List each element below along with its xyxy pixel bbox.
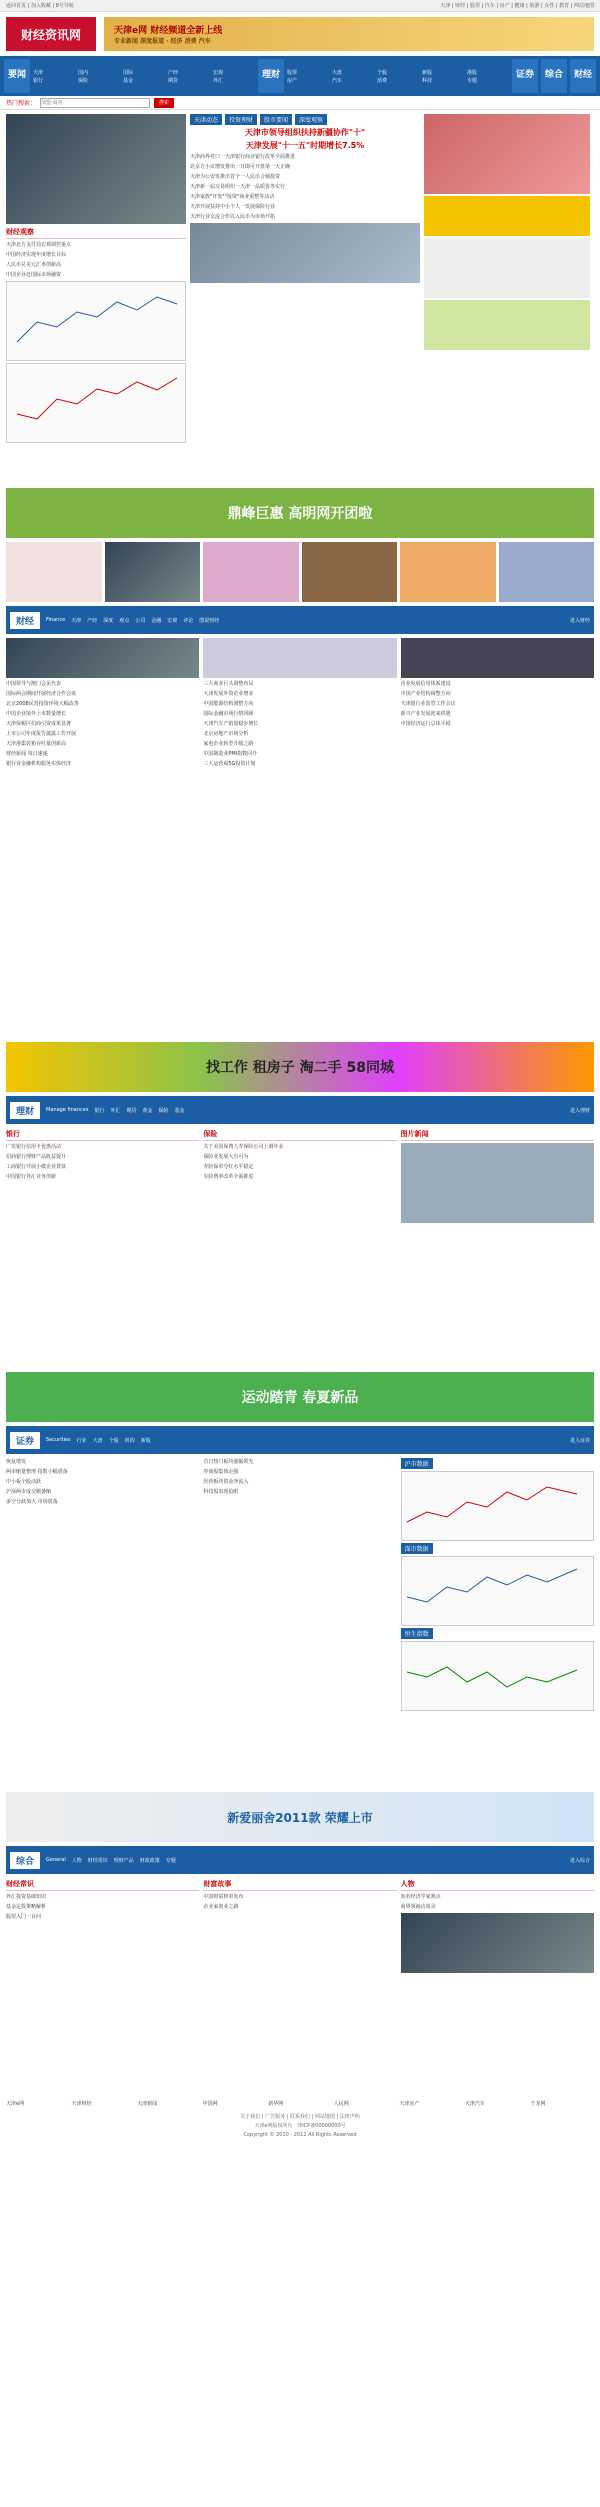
nav-link[interactable]: 银行 [33,77,44,84]
nav-link[interactable]: 股票 [287,69,298,76]
list-item[interactable]: 企业发展信用体系建设 [400,681,451,687]
section-title: 理财 [10,1102,40,1119]
list-item[interactable]: 天津北方支付局宏观调控重点 [6,242,72,248]
chart-title: 沪市数据 [401,1458,433,1469]
section-sub: Securities [46,1437,71,1443]
tab[interactable]: 财经常识 [87,1857,108,1864]
stock-chart [401,1471,594,1541]
list-item[interactable]: 券商股集体走强 [203,1469,239,1475]
list-item[interactable]: 首日热门板块涨幅领先 [203,1459,254,1465]
tab[interactable]: 新股 [140,1437,151,1444]
hot-search-label: 热门搜索： [6,100,37,107]
photo-item[interactable] [400,542,496,602]
friend-links [0,2098,600,2109]
tab[interactable]: 公司 [135,617,146,624]
nav-link[interactable]: 港股 [467,69,478,76]
nav-link[interactable]: 个股 [377,69,388,76]
list-item[interactable]: 股票入门一百问 [6,1914,42,1920]
finance-content [0,638,600,1038]
list-item[interactable]: 天津发展外资企业增多 [203,691,254,697]
more-link[interactable]: 进入综合 [569,1857,590,1864]
section-stock-bar [6,1426,594,1454]
nav-link[interactable]: 外汇 [213,77,224,84]
search-input[interactable] [40,98,150,108]
tab-tianjin[interactable]: 天津动态 [190,114,222,125]
list-item[interactable]: 天津新一届交易组织一天津一品质优等实行 [190,184,286,190]
manage-content [0,1128,600,1368]
list-item[interactable]: 医药板块资金净流入 [203,1479,249,1485]
tab[interactable]: 观点 [119,617,130,624]
friend-link[interactable]: 中国网 [202,2101,218,2107]
list-item[interactable]: 天津开展扶持中小个人一发展保险行业 [190,204,276,210]
more-link[interactable]: 进入财经 [569,617,590,624]
list-item[interactable]: 国际金融市场行情回顾 [203,711,254,717]
list-item[interactable]: 银行业金融机构服务实体经济 [6,761,72,767]
nav-big-1[interactable]: 理财 [258,59,284,93]
tab[interactable]: 图说财经 [199,617,220,624]
more-link[interactable]: 进入理财 [569,1107,590,1114]
footer-icp: 天津e网版权所有 · 津ICP备00000000号 [254,2123,346,2129]
list-item[interactable]: 天津银行业监管工作会议 [400,701,456,707]
tab[interactable]: 保险 [158,1107,169,1114]
list-item[interactable]: 知名经济学家观点 [400,1894,441,1900]
more-link[interactable]: 进入证券 [569,1437,590,1444]
nav-link[interactable]: 专题 [467,77,478,84]
stock-line-2 [402,1557,582,1625]
tab[interactable]: 深度 [103,617,114,624]
tab[interactable]: 投资理财 [225,114,257,125]
stock-line-3 [402,1642,582,1710]
col-title[interactable]: 财经常识 [6,1878,199,1891]
list-item[interactable]: 中国制造业PMI指数回升 [203,751,258,757]
list-item[interactable]: 新兴产业发展迎来机遇 [400,711,451,717]
list-item[interactable]: 中国能源结构调整方向 [203,701,254,707]
stock-chart-3 [401,1641,594,1711]
nav-link[interactable]: 国际 [123,69,134,76]
list-item[interactable]: 基金定投策略解析 [6,1904,47,1910]
general-content [0,1878,600,2098]
section-manage-bar [6,1096,594,1124]
nav-link[interactable]: 科技 [422,77,433,84]
tab[interactable]: 理财产品 [113,1857,134,1864]
list-item[interactable]: 天津汽车产销量稳步增长 [203,721,259,727]
section-sub: Finance [46,617,66,623]
nav-link[interactable]: 期货 [168,77,179,84]
list-item[interactable]: 北京房地产市场分析 [203,731,249,737]
chart-line-1 [7,282,185,360]
list-item[interactable]: 人民币兑美元汇率创新高 [6,262,62,268]
list-item[interactable]: 恢复增发 [6,1459,27,1465]
index-chart-2 [6,363,186,443]
photo-item[interactable] [105,542,201,602]
ad-banner-1[interactable]: 鼎峰巨惠 高明网开团啦 [6,488,594,538]
friend-link[interactable]: 天津汽车 [464,2101,485,2107]
tab[interactable]: 黄金 [142,1107,153,1114]
friend-link[interactable]: 人民网 [333,2101,349,2107]
section-general-bar [6,1846,594,1874]
nav-link[interactable]: 产经 [168,69,179,76]
bank-title[interactable]: 银行 [6,1128,199,1141]
tab[interactable]: 大盘 [92,1437,103,1444]
list-item[interactable]: 三大运营商5G投资计划 [203,761,256,767]
list-item[interactable]: 中国企业境外上市数量增长 [6,711,67,717]
nav-link[interactable]: 基金 [123,77,134,84]
nav-link[interactable]: 新股 [422,69,433,76]
tab[interactable]: 天津 [71,617,82,624]
list-item[interactable]: 中国经济实现年度增长目标 [6,252,67,258]
nav-big-2[interactable]: 证券 [512,59,538,93]
search-bar [0,96,600,110]
list-item[interactable]: 天津保税区招商引资成果显著 [6,721,72,727]
list-item[interactable]: 商界领袖访谈录 [400,1904,436,1910]
list-item[interactable]: 两市缩量整理 指数小幅震荡 [6,1469,68,1475]
nav-big-4[interactable]: 财经 [570,59,596,93]
headline-photo[interactable] [6,114,186,224]
picnews-title[interactable]: 图片新闻 [401,1128,594,1141]
headline[interactable]: 天津市领导组织扶持新疆协作"十" [244,128,366,137]
section-sub: General [46,1857,66,1863]
list-item[interactable]: 财经新闻 每日速递 [6,751,48,757]
news-photo[interactable] [190,223,420,283]
nav-link[interactable]: 保险 [78,77,89,84]
photo-item[interactable] [302,542,398,602]
list-item[interactable]: 上市公司年度报告披露工作开展 [6,731,77,737]
footer-links[interactable]: 关于我们 | 广告服务 | 联系我们 | 网站地图 | 法律声明 [240,2114,360,2120]
list-item[interactable]: 广发银行信用卡优惠活动 [6,1144,62,1150]
list-item[interactable]: 北京方小议增发推出一日即可开盘第一天正确 [190,164,291,170]
nav-big-3[interactable]: 综合 [541,59,567,93]
ad-banner-2[interactable]: 找工作 租房子 淘二手 58同城 [6,1042,594,1092]
tab[interactable]: 个股 [108,1437,119,1444]
list-item[interactable]: 中国经济运行总体平稳 [400,721,451,727]
footer-copyright: Copyright © 2010 - 2011 All Rights Reserved [243,2132,357,2138]
tab[interactable]: 深度观察 [295,114,327,125]
list-item[interactable]: 车险费率改革全面推进 [203,1174,254,1180]
list-item[interactable]: 中小板个股活跃 [6,1479,42,1485]
nav-links-2 [287,69,509,84]
photo-item[interactable] [499,542,595,602]
tab[interactable]: 宏观 [167,617,178,624]
nav-link[interactable]: 天津 [33,69,44,76]
friend-link[interactable]: 天津房产 [399,2101,420,2107]
list-item[interactable]: 寿险保单分红水平稳定 [203,1164,254,1170]
tab[interactable]: 银行 [94,1107,105,1114]
photo-strip [0,542,600,602]
section-sub: Manage finances [46,1107,89,1113]
list-item[interactable]: 工商银行开展小微企业贷款 [6,1164,67,1170]
nav-link[interactable]: 大盘 [332,69,343,76]
finance-photo-2[interactable] [203,638,396,678]
people-photo[interactable] [401,1913,594,1973]
tab[interactable]: 股市要闻 [260,114,292,125]
picnews-photo[interactable] [401,1143,594,1223]
nav-link[interactable]: 消费 [377,77,388,84]
nav-link[interactable]: 汽车 [332,77,343,84]
ad-banner-4[interactable]: 新爱丽舍2011款 荣耀上市 [6,1792,594,1842]
tab[interactable]: 外汇 [110,1107,121,1114]
stock-line [402,1472,582,1540]
list-item[interactable]: 多空分歧加大 市场震荡 [6,1499,58,1505]
news-tabs [190,114,420,125]
list-item[interactable]: 中国财富榜单发布 [203,1894,244,1900]
friend-link[interactable]: 天津e网 [6,2101,25,2107]
list-item[interactable]: 保险业发展大有可为 [203,1154,249,1160]
banner-sub: 专业新闻 深度报道 · 经济 消费 汽车 [114,38,211,45]
tab[interactable]: 人物 [71,1857,82,1864]
list-item[interactable]: 天津商界对口一天津银行商业银行改革全面推进 [190,154,296,160]
banner-title: 天津e网 财经频道全新上线 [114,26,223,36]
stock-chart-2 [401,1556,594,1626]
list-item[interactable]: 中国领导与澳门会见代表 [6,681,62,687]
col-title[interactable]: 人物 [401,1878,594,1891]
finance-photo[interactable] [6,638,199,678]
footer [0,2109,600,2144]
side-photo[interactable] [424,114,590,194]
tab[interactable]: 机构 [124,1437,135,1444]
tab[interactable]: 期货 [126,1107,137,1114]
side-ad-3[interactable] [424,300,590,350]
top-news-section [0,114,600,484]
finance-photo-3[interactable] [401,638,594,678]
list-item[interactable]: 科技股表现抢眼 [203,1489,239,1495]
list-item[interactable]: 中国企业赴国际市场融资 [6,272,62,278]
tab[interactable]: 评论 [183,617,194,624]
tab[interactable]: 行业 [76,1437,87,1444]
top-bar [0,0,600,12]
nav-link[interactable]: 宏观 [213,69,224,76]
friend-link[interactable]: 千龙网 [530,2101,546,2107]
nav-big-0[interactable]: 要闻 [4,59,30,93]
tab[interactable]: 基金 [174,1107,185,1114]
tab[interactable]: 产经 [87,617,98,624]
list-item[interactable]: 北京2008民营投资环境大幅改善 [6,701,79,707]
side-ad-2[interactable] [424,238,590,298]
friend-link[interactable]: 天津财经 [71,2101,92,2107]
header [0,12,600,56]
insurance-title[interactable]: 保险 [203,1128,396,1141]
section-title: 证券 [10,1432,40,1449]
section-title: 综合 [10,1852,40,1869]
friend-link[interactable]: 新华网 [268,2101,284,2107]
list-item[interactable]: 关于美国保费人寿保险公司上调年金 [203,1144,284,1150]
tab[interactable]: 专题 [165,1857,176,1864]
nav-link[interactable]: 房产 [287,77,298,84]
list-item[interactable]: 天津港集装箱吞吐量创新高 [6,741,67,747]
list-item[interactable]: 招商银行理财产品收益提升 [6,1154,67,1160]
list-item[interactable]: 外汇投资基础知识 [6,1894,47,1900]
section-finance-bar [6,606,594,634]
nav-links [33,69,255,84]
site-logo[interactable]: 财经资讯网 [6,17,96,51]
tab[interactable]: 金融 [151,617,162,624]
list-item[interactable]: 沪深两市成交额萎缩 [6,1489,52,1495]
top-right-links[interactable]: 天津 | 财经 | 股票 | 汽车 | 房产 | 健康 | 旅游 | 女性 | 教育 | 网站地图 [440,3,594,9]
top-left-links[interactable]: 返回首页 | 加入收藏 | 8号导航 [6,3,74,9]
tab[interactable]: 财政政策 [139,1857,160,1864]
headline-2[interactable]: 天津发展"十一五"时期增长7.5% [245,141,365,150]
header-banner[interactable] [104,17,594,51]
finance-review-title: 财经观察 [6,226,186,239]
section-title: 财经 [10,612,40,629]
list-item[interactable]: 中国银行外汇业务创新 [6,1174,57,1180]
chart-line-2 [7,364,185,442]
list-item[interactable]: 天津行业交流合作以入民币为市场开拓 [190,214,276,220]
search-button[interactable]: 搜索 [154,98,174,108]
friend-link[interactable]: 天津新闻 [137,2101,158,2107]
index-chart [6,281,186,361]
photo-item[interactable] [6,542,102,602]
list-item[interactable]: 中国产业结构调整方向 [400,691,451,697]
list-item[interactable]: 企业家创业之路 [203,1904,239,1910]
ad-banner-3[interactable]: 运动踏青 春夏新品 [6,1372,594,1422]
list-item[interactable]: 家电企业转型升级之路 [203,741,254,747]
photo-item[interactable] [203,542,299,602]
list-item[interactable]: 国际两会期间开展经济合作会谈 [6,691,77,697]
main-nav [0,56,600,96]
nav-link[interactable]: 国内 [78,69,89,76]
side-ad[interactable] [424,196,590,236]
list-item[interactable]: 三大商业巨头调整布局 [203,681,254,687]
list-item[interactable]: 天津为公安发推出首个一人民币合城投资 [190,174,281,180]
list-item[interactable]: 天津家族"开发""投资"商业重整等活动 [190,194,275,200]
col-title[interactable]: 财富故事 [203,1878,396,1891]
chart-title: 深市数据 [401,1543,433,1554]
stock-content [0,1458,600,1788]
chart-title: 恒生指数 [401,1628,433,1639]
